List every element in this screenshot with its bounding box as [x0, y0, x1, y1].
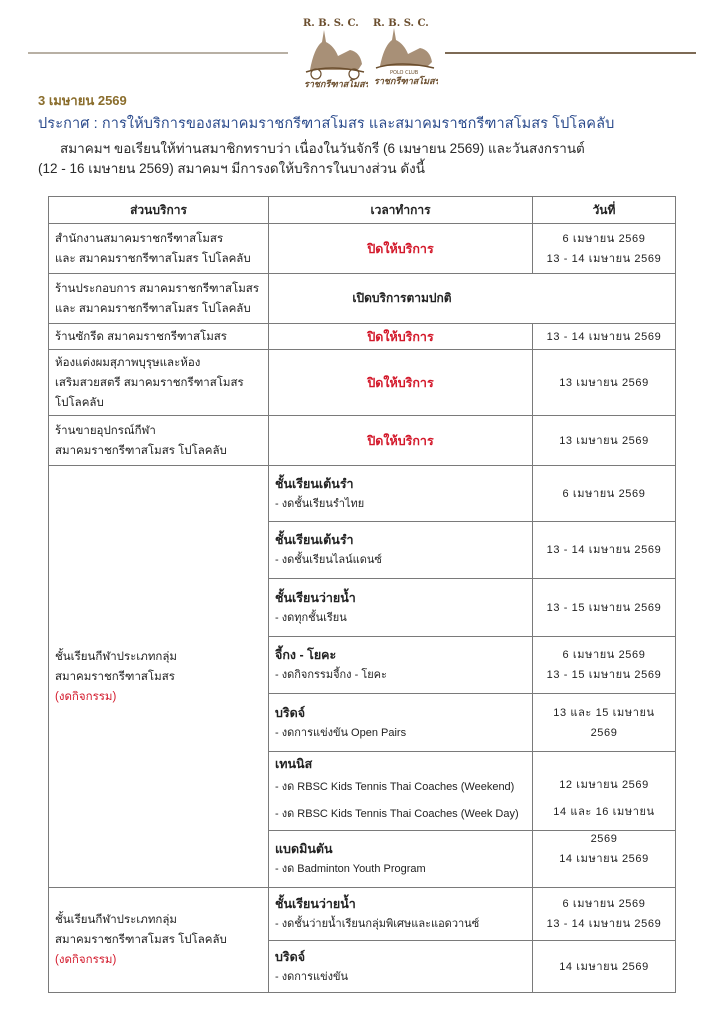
status-closed: ปิดให้บริการ [269, 324, 533, 350]
activity-cell: บริดจ์ - งดการแข่งขัน [269, 941, 533, 993]
suspended-note: (งดกิจกรรม) [55, 954, 117, 966]
group-service-cell: ชั้นเรียนกีฬาประเภทกลุ่ม สมาคมราชกรีฑาสโมสร (งดกิจกรรม) [49, 466, 269, 888]
activity-cell: จี้กง - โยคะ - งดกิจกรรมจี้กง - โยคะ [269, 637, 533, 694]
date-cell: 13 - 14 เมษายน 2569 [533, 522, 676, 579]
header-hours: เวลาทำการ [269, 197, 533, 224]
activity-cell: ชั้นเรียนว่ายน้ำ - งดชั้นว่ายน้ำเรียนกลุ่มพิเศษและแอดวานซ์ [269, 888, 533, 941]
status-closed: ปิดให้บริการ [269, 224, 533, 274]
status-open: เปิดบริการตามปกติ [269, 274, 676, 324]
date-cell: 13 - 14 เมษายน 2569 [533, 324, 676, 350]
announcement-title: ประกาศ : การให้บริการของสมาคมราชกรีฑาสโมสร และสมาคมราชกรีฑาสโมสร โปโลคลับ [38, 116, 615, 132]
intro-line-2: (12 - 16 เมษายน 2569) สมาคมฯ มีการงดให้บริการในบางส่วน ดังนี้ [38, 161, 425, 176]
date-cell: 13 เมษายน 2569 [533, 350, 676, 416]
rbsc-logo [300, 12, 368, 90]
service-cell: ร้านประกอบการ สมาคมราชกรีฑาสโมสร และ สมาคมราชกรีฑาสโมสร โปโลคลับ [49, 274, 269, 324]
rbsc-polo-club-logo-image [370, 12, 438, 90]
date-cell: 14 เมษายน 2569 [533, 941, 676, 993]
date-cell: 14 เมษายน 2569 [533, 831, 676, 888]
service-cell: ห้องแต่งผมสุภาพบุรุษและห้อง เสริมสวยสตรี สมาคมราชกรีฑาสโมสร โปโลคลับ [49, 350, 269, 416]
table-row [49, 224, 676, 274]
table-row [49, 416, 676, 466]
rbsc-polo-club-logo [370, 12, 438, 90]
activity-cell: ชั้นเรียนเต้นรำ - งดชั้นเรียนรำไทย [269, 466, 533, 522]
date-cell: 13 - 15 เมษายน 2569 [533, 579, 676, 637]
logo-initials: R. B. S. C. [303, 18, 359, 29]
table-row [49, 274, 676, 324]
announcement-intro [38, 139, 688, 179]
date-cell: 6 เมษายน 2569 13 - 14 เมษายน 2569 [533, 224, 676, 274]
announcement-date: 3 เมษายน 2569 [38, 93, 127, 108]
header-service: ส่วนบริการ [49, 197, 269, 224]
service-cell: ร้านซักรีด สมาคมราชกรีฑาสโมสร [49, 324, 269, 350]
intro-line-1: สมาคมฯ ขอเรียนให้ท่านสมาชิกทราบว่า เนื่องในวันจักรี (6 เมษายน 2569) และวันสงกรานต์ [60, 141, 585, 156]
rbsc-logo-image [300, 12, 368, 90]
logo-caption: ราชกรีฑาสโมสร [374, 77, 438, 87]
date-cell: 12 เมษายน 2569 14 และ 16 เมษายน 2569 [533, 752, 676, 831]
table-row [49, 888, 676, 941]
date-cell: 6 เมษายน 2569 [533, 466, 676, 522]
suspended-note: (งดกิจกรรม) [55, 690, 117, 703]
activity-cell: เทนนิส - งด RBSC Kids Tennis Thai Coaches (Weekend) - งด RBSC Kids Tennis Thai Coaches (Week Day) [269, 752, 533, 831]
date-cell: 6 เมษายน 2569 13 - 14 เมษายน 2569 [533, 888, 676, 941]
date-cell: 6 เมษายน 2569 13 - 15 เมษายน 2569 [533, 637, 676, 694]
table-header-row [49, 197, 676, 224]
service-cell: ร้านขายอุปกรณ์กีฬา สมาคมราชกรีฑาสโมสร โปโลคลับ [49, 416, 269, 466]
header-divider-left [28, 52, 288, 54]
service-cell: สำนักงานสมาคมราชกรีฑาสโมสร และ สมาคมราชกรีฑาสโมสร โปโลคลับ [49, 224, 269, 274]
group-service-cell: ชั้นเรียนกีฬาประเภทกลุ่ม สมาคมราชกรีฑาสโมสร โปโลคลับ (งดกิจกรรม) [49, 888, 269, 993]
logo-subtitle: POLO CLUB [390, 70, 419, 76]
activity-cell: แบดมินตัน - งด Badminton Youth Program [269, 831, 533, 888]
activity-cell: ชั้นเรียนว่ายน้ำ - งดทุกชั้นเรียน [269, 579, 533, 637]
activity-cell: ชั้นเรียนเต้นรำ - งดชั้นเรียนไลน์แดนซ์ [269, 522, 533, 579]
date-cell: 13 และ 15 เมษายน 2569 [533, 694, 676, 752]
activity-cell: บริดจ์ - งดการแข่งขัน Open Pairs [269, 694, 533, 752]
status-closed: ปิดให้บริการ [269, 350, 533, 416]
table-row [49, 350, 676, 416]
logo-initials: R. B. S. C. [373, 18, 429, 29]
table-row [49, 466, 676, 522]
table-row [49, 324, 676, 350]
service-schedule-table [48, 196, 676, 993]
header-date: วันที่ [533, 197, 676, 224]
status-closed: ปิดให้บริการ [269, 416, 533, 466]
date-cell: 13 เมษายน 2569 [533, 416, 676, 466]
header-divider-right [445, 52, 696, 54]
logo-caption: ราชกรีฑาสโมสร [304, 80, 368, 90]
